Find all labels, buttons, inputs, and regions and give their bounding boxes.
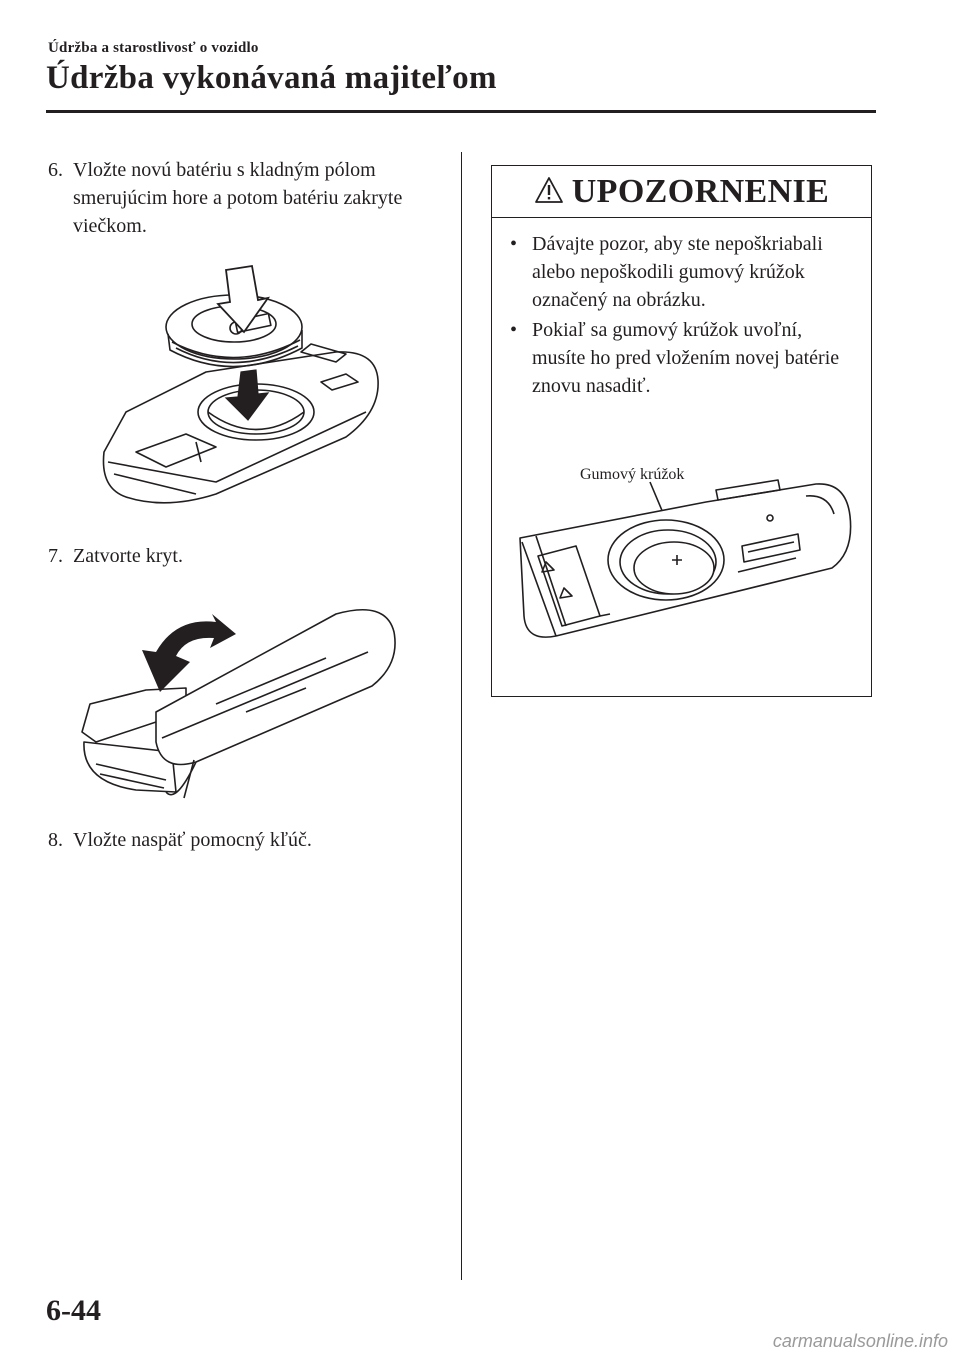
step-8: [48, 826, 443, 854]
column-divider: [461, 152, 462, 1280]
step-6: [48, 156, 443, 240]
battery-insert-illustration: [96, 262, 386, 512]
caution-bullet: • Dávajte pozor, aby ste nepoškriabali alebo nepoškodili gumový krúžok označený na obrázku.: [510, 230, 860, 314]
step-text: Vložte novú batériu s kladným pólom smerujúcim hore a potom batériu zakryte viečkom.: [73, 159, 403, 237]
step-7: [48, 542, 443, 570]
title-rule: [46, 110, 876, 113]
rubber-ring-illustration: [516, 476, 856, 644]
step-text: Zatvorte kryt.: [73, 545, 183, 567]
rubber-ring-callout: Gumový krúžok: [580, 466, 685, 483]
caution-title: UPOZORNENIE: [571, 173, 830, 210]
page-title: Údržba vykonávaná majiteľom: [46, 60, 497, 96]
step-number: 6.: [48, 159, 63, 181]
close-cover-illustration: [76, 592, 402, 806]
step-number: 7.: [48, 545, 63, 567]
watermark: carmanualsonline.info: [772, 1331, 948, 1351]
bullet-dot-icon: •: [510, 233, 518, 255]
caution-bullet: • Pokiaľ sa gumový krúžok uvoľní, musíte ho pred vložením novej batérie znovu nasadiť.: [510, 316, 860, 400]
page-number: 6-44: [46, 1294, 101, 1327]
bullet-dot-icon: •: [510, 319, 518, 341]
caution-header: [492, 166, 871, 218]
step-number: 8.: [48, 829, 63, 851]
step-text: Vložte naspäť pomocný kľúč.: [73, 829, 312, 851]
section-title: Údržba a starostlivosť o vozidlo: [48, 40, 259, 56]
warning-triangle-icon: [534, 176, 564, 204]
